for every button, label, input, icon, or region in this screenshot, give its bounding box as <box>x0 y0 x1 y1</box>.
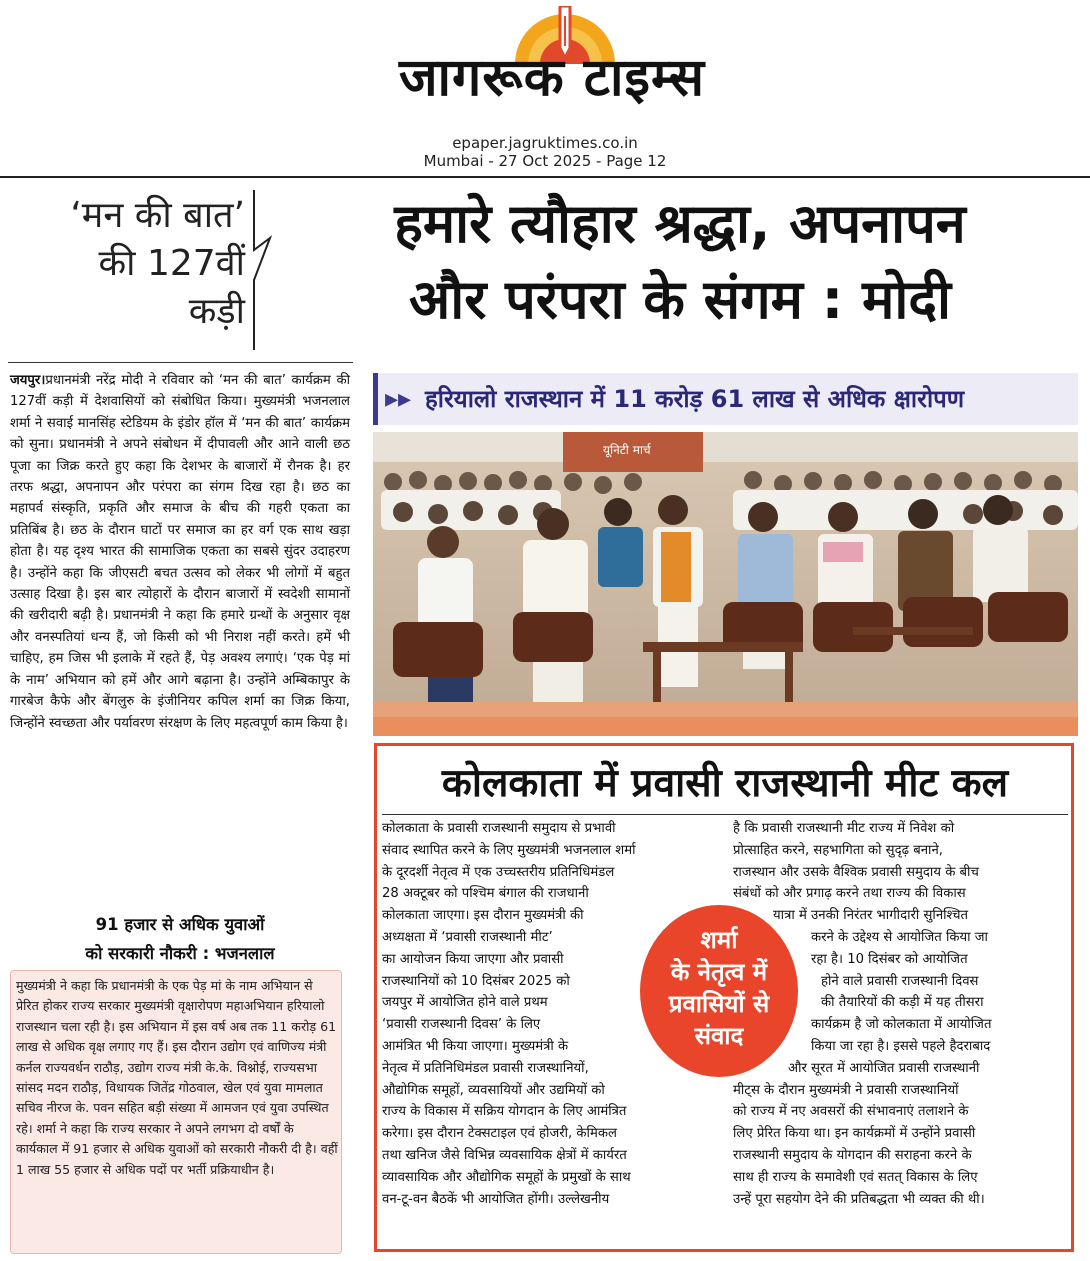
text-line: व्यावसायिक और औद्योगिक समूहों के प्रमुखों के साथ <box>382 1169 631 1185</box>
text-line: का आयोजन किया जाएगा और प्रवासी <box>382 951 564 967</box>
text-line: उन्हें पूरा सहयोग देने की प्रतिबद्धता भी व्यक्त की थी। <box>733 1191 985 1207</box>
text-line: की तैयारियों की कड़ी में यह तीसरा <box>821 995 984 1011</box>
text-line: अध्यक्षता में ‘प्रवासी राजस्थानी मीट’ <box>382 929 553 945</box>
text-line: कार्यक्रम है जो कोलकाता में आयोजित <box>811 1017 992 1033</box>
text-line: को राज्य में नए अवसरों की संभावनाएं तलाशने के <box>733 1104 969 1120</box>
quote-line: शर्मा <box>700 926 738 954</box>
text-line: तथा खनिज जैसे विभिन्न व्यवसायिक क्षेत्रों में कार्यरत <box>382 1147 627 1163</box>
highlight-box-text: मुख्यमंत्री ने कहा कि प्रधानमंत्री के एक पेड़ मां के नाम अभियान से प्रेरित होकर राज्य सरकार मुख्यमंत्री वृक्षारोपण महाअभियान हरियालो राजस्थान चला रही है। इस अभियान में इस वर्ष अब तक 11 करोड़ 61 लाख से अधिक वृक्ष लगाए गए हैं। इस दौरान उद्योग एवं वाणिज्य मंत्री कर्नल राज्यवर्धन राठौड़, उद्योग राज्य मंत्री के.के. विश्नोई, राज्यसभा सांसद मदन राठौड़, विधायक जितेंद्र गोठवाल, खेल एवं युवा मामलात सचिव नीरज के. पवन सहित बड़ी संख्या में आमजन एवं युवा उपस्थित रहे। शर्मा ने कहा कि राज्य सरकार ने अपने लगभग दो वर्षों के कार्यकाल में 91 हजार से अधिक युवाओं को सरकारी नौकरी दी है। वहीं 1 लाख 55 हजार से अधिक पदों पर भर्ती प्रक्रियाधीन है। <box>16 978 338 1177</box>
quote-circle-text <box>640 924 798 1052</box>
text-line: के दूरदर्शी नेतृत्व में एक उच्चस्तरीय प्रतिनिधिमंडल <box>382 864 615 880</box>
text-line: जयपुर में आयोजित होने वाले प्रथम <box>382 995 548 1011</box>
kicker-line: कड़ी <box>188 291 245 332</box>
text-line: है कि प्रवासी राजस्थानी मीट राज्य में निवेश को <box>733 821 955 836</box>
quote-line: प्रवासियों से <box>668 990 770 1018</box>
headline-line: हमारे त्यौहार श्रद्धा, अपनापन <box>394 192 966 255</box>
text-line: राजस्थान और उसके वैश्विक प्रवासी समुदाय के बीच <box>733 864 979 880</box>
text-line: राज्य के विकास में सक्रिय योगदान के लिए आमंत्रित <box>382 1104 627 1120</box>
text-line: रहा है। 10 दिसंबर को आयोजित <box>811 951 968 967</box>
text-line: औद्योगिक समूहों, व्यवसायियों और उद्यमियों को <box>382 1082 605 1098</box>
text-line: मीट्स के दौरान मुख्यमंत्री ने प्रवासी राजस्थानियों <box>733 1082 959 1098</box>
text-line: होने वाले प्रवासी राजस्थानी दिवस <box>821 973 979 989</box>
text-line: नेतृत्व में प्रतिनिधिमंडल प्रवासी राजस्थानियों, <box>382 1060 589 1076</box>
edition-info: Mumbai - 27 Oct 2025 - Page 12 <box>423 152 667 170</box>
text-line: करेगा। इस दौरान टेक्सटाइल एवं होजरी, केमिकल <box>382 1126 617 1142</box>
quote-line: के नेतृत्व में <box>670 958 768 986</box>
text-line: वन-टू-वन बैठकें भी आयोजित होंगी। उल्लेखनीय <box>382 1191 610 1207</box>
text-line: और सूरत में आयोजित प्रवासी राजस्थानी <box>788 1060 980 1076</box>
sub-headline-line: को सरकारी नौकरी : भजनलाल <box>85 944 275 963</box>
text-line: ‘प्रवासी राजस्थानी दिवस’ के लिए <box>382 1017 541 1033</box>
banner-text: हरियालो राजस्थान में 11 करोड़ 61 लाख से अधिक क्षारोपण <box>425 385 965 413</box>
text-line: संवाद स्थापित करने के लिए मुख्यमंत्री भजनलाल शर्मा <box>382 842 636 858</box>
text-line: साथ ही राज्य के समावेशी एवं सतत् विकास के लिए <box>733 1169 978 1185</box>
text-line: किया जा रहा है। इससे पहले हैदराबाद <box>811 1038 991 1054</box>
double-arrow-icon: ▸▸ <box>385 384 412 414</box>
text-line: राजस्थानी समुदाय के योगदान की सराहना करने के <box>733 1147 972 1163</box>
dateline: जयपुर। <box>10 373 46 388</box>
sub-headline-line: 91 हजार से अधिक युवाओं <box>95 915 265 934</box>
kicker <box>20 192 245 336</box>
epaper-url: epaper.jagruktimes.co.in <box>452 134 638 152</box>
sub-headline <box>35 910 325 968</box>
story2-headline: कोलकाता में प्रवासी राजस्थानी मीट कल <box>441 761 1009 806</box>
text-line: यात्रा में उनकी निरंतर भागीदारी सुनिश्चित <box>773 908 969 924</box>
quote-line: संवाद <box>694 1022 744 1050</box>
story2-rule <box>382 814 1068 815</box>
text-line: राजस्थानियों को 10 दिसंबर 2025 को <box>382 973 570 989</box>
masthead-rule <box>0 176 1090 178</box>
masthead-title: जागरूक टाइम्स <box>398 48 706 108</box>
headline-line: और परंपरा के संगम : मोदी <box>408 268 952 331</box>
text-line: लिए प्रेरित किया था। इन कार्यक्रमों में उन्होंने प्रवासी <box>733 1126 976 1142</box>
kicker-line: ‘मन की बात’ <box>70 195 245 236</box>
story1-body-text: प्रधानमंत्री नरेंद्र मोदी ने रविवार को ‘मन की बात’ कार्यक्रम की 127वीं कड़ी में देशवासियों को संबोधित किया। मुख्यमंत्री भजनलाल शर्मा ने सवाई मानसिंह स्टेडियम के इंडोर हॉल में ‘मन की बात’ कार्यक्रम को सुना। प्रधानमंत्री ने अपने संबोधन में दीपावली और आने वाली छठ पूजा का जिक्र करते हुए कहा कि देशभर के बाजारों में रौनक है। हर तरफ श्रद्धा, अपनापन और परंपरा का संगम दिख रहा है। छठ का महापर्व संस्कृति, प्रकृति और समाज के बीच की गहरी एकता का प्रतिबिंब है। छठ के दौरान घाटों पर समाज का हर वर्ग एक साथ खड़ा होता है। यह दृश्य भारत की सामाजिक एकता का सबसे सुंदर उदाहरण है। उन्होंने कहा कि जीएसटी बचत उत्सव को लेकर भी लोगों में बहुत उत्साह दिखा है। इस बार त्योहारों के दौरान बाजारों में स्वदेशी सामानों की खरीदारी बढ़ी है। प्रधानमंत्री ने कहा कि हमारे ग्रन्थों के अनुसार वृक्ष और वनस्पतियां धन्य हैं, जो किसी को भी निराश नहीं करते। हमें भी चाहिए, हम जिस भी इलाके में रहते हैं, पेड़ अवश्य लगाएं। ‘एक पेड़ मां के नाम’ अभियान को हमें और आगे बढ़ाना है। उन्होंने अम्बिकापुर के गारबेज कैफे और बेंगलुरु के इंजीनियर कपिल शर्मा का जिक्र किया, जिन्होंने स्वच्छता और पर्यावरण संरक्षण के लिए महत्वपूर्ण काम किया है। <box>10 373 350 731</box>
zigzag-divider <box>250 190 274 350</box>
photo-banner-text: यूनिटी मार्च <box>603 443 651 457</box>
text-line: आमंत्रित भी किया जाएगा। मुख्यमंत्री के <box>382 1038 569 1054</box>
text-line: करने के उद्देश्य से आयोजित किया जा <box>811 929 988 945</box>
main-headline <box>285 186 1075 338</box>
story1-body <box>10 370 350 734</box>
text-line: 28 अक्टूबर को पश्चिम बंगाल की राजधानी <box>382 886 589 902</box>
text-line: कोलकाता जाएगा। इस दौरान मुख्यमंत्री की <box>382 908 584 924</box>
event-photo <box>373 432 1078 736</box>
kicker-line: की 127वीं <box>98 243 245 284</box>
text-line: संबंधों को और प्रगाढ़ करने तथा राज्य की विकास <box>733 886 966 902</box>
text-line: कोलकाता के प्रवासी राजस्थानी समुदाय से प्रभावी <box>382 821 616 836</box>
text-line: प्रोत्साहित करने, सहभागिता को सुदृढ़ बनाने, <box>733 842 943 858</box>
column-rule <box>8 362 353 363</box>
